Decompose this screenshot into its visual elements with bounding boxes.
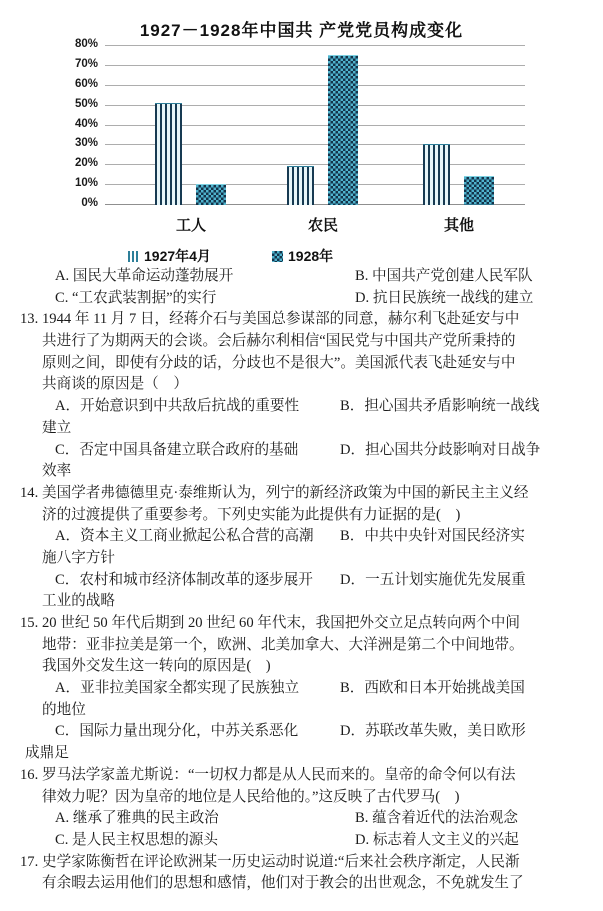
question-line [0,787,603,809]
question-stem: 地带：亚非拉美是第一个，欧洲、北美加拿大、大洋洲是第二个中间地带。 [42,636,524,653]
y-axis-tick: 40% [74,117,98,130]
option-row [0,808,603,830]
question-line [0,635,603,657]
question-stem: 原则之间，即使有分歧的话，分歧也不是很大”。美国派代表飞赴延安与中 [42,354,516,371]
option-continuation [0,418,603,440]
y-axis-tick: 80% [74,38,98,50]
bar-1927年4月-工人 [155,103,182,205]
question-14-start [0,483,603,505]
y-axis-tick: 0% [81,197,98,209]
question-line [0,374,603,396]
option-a: A. 继承了雅典的民主政治 [55,810,219,827]
question-stem: 美国学者弗德德里克·泰维斯认为，列宁的新经济政策为中国的新民主主义经 [42,484,529,501]
option-row [0,570,603,592]
question-number: 16. [20,766,39,783]
question-number: 17. [20,853,39,870]
legend-swatch-icon [128,251,139,262]
question-stem: 有余暇去运用他们的思想和感情，他们对于教会的出世观念，不免就发生了 [42,875,524,892]
option-c: C．农村和城市经济体制改革的逐步展开 [55,571,313,588]
question-stem: 罗马法学家盖尤斯说：“一切权力都是从人民而来的。皇帝的命令何以有法 [42,766,516,783]
chart-title: 1927－1928年中国共 产党党员构成变化 [139,21,464,40]
option-a: A．资本主义工商业掀起公私合营的高潮 [55,528,314,545]
option-b: B. 蕴含着近代的法治观念 [355,810,518,827]
option-c: C. “工农武装割据”的实行 [55,289,217,306]
option-d: D. 标志着人文主义的兴起 [355,831,519,848]
option-c: C. 是人民主权思想的源头 [55,831,218,848]
question-stem: 我国外交发生这一转向的原因是( ) [42,658,271,675]
option-d: D. 抗日民族统一战线的建立 [355,289,534,306]
question-stem: 20 世纪 50 年代后期到 20 世纪 60 年代末，我国把外交立足点转向两个中间 [42,615,520,631]
question-15-start [0,613,603,635]
question-line [0,353,603,375]
option-d-continuation: 工业的战略 [42,593,115,610]
option-b: B. 中国共产党创建人民军队 [355,268,533,284]
option-continuation [0,591,603,613]
option-a: A. 国民大革命运动蓬勃展开 [55,268,234,284]
party-composition-bar-chart [0,0,603,266]
option-continuation [0,700,603,722]
option-b: B．西欧和日本开始挑战美国 [340,680,525,697]
legend-label: 1927年4月 [144,248,211,264]
option-b: B．担心国共矛盾影响统一战线 [340,398,540,415]
question-number: 14. [20,484,39,501]
question-line [0,656,603,678]
option-d-continuation: 效率 [42,463,72,480]
question-stem: 共商谈的原因是（ ） [42,376,188,393]
question-stem: 史学家陈衡哲在评论欧洲某一历史运动时说道:“后来社会秩序渐定，人民渐 [42,853,520,870]
question-stem: 共进行了为期两天的会谈。会后赫尔利相信“国民党与中国共产党所秉持的 [42,333,516,350]
y-axis-tick: 10% [74,177,98,190]
y-axis-tick: 30% [74,137,98,150]
y-axis-tick: 70% [74,57,98,70]
legend-item [272,246,333,262]
gridline [105,85,525,86]
legend-label: 1928年 [288,248,334,264]
option-c: C．国际力量出现分化，中苏关系恶化 [55,723,299,740]
option-a: A．开始意识到中共敌后抗战的重要性 [55,398,300,415]
option-continuation [0,461,603,483]
option-d: D．担心国共分歧影响对日战争 [340,441,541,458]
option-c: C．否定中国具备建立联合政府的基础 [55,441,299,458]
option-row [0,526,603,548]
y-axis-tick: 50% [74,97,98,110]
question-13-start [0,309,603,331]
option-b-continuation: 的地位 [42,701,86,718]
option-b: B．中共中央针对国民经济实 [340,528,525,545]
question-text-block [0,266,603,895]
question-16-start [0,765,603,787]
question-line [0,331,603,353]
question-line [0,505,603,527]
question-stem: 律效力呢？因为皇帝的地位是人民给他的。”这反映了古代罗马( ) [42,788,460,805]
question-line [0,873,603,895]
option-row [0,440,603,462]
option-continuation [0,743,603,765]
option-row [0,721,603,743]
option-a: A．亚非拉美国家全都实现了民族独立 [55,680,300,697]
option-row [0,266,603,288]
question-number: 15. [20,615,39,631]
option-b-continuation: 建立 [42,419,72,436]
legend-swatch-icon [272,251,283,262]
bar-1928年-工人 [196,184,226,205]
chart-plot-area [105,46,525,205]
option-d: D．一五计划实施优先发展重 [340,571,526,588]
option-row [0,678,603,700]
legend-item [128,246,211,262]
y-axis-tick: 60% [74,77,98,90]
option-b-continuation: 施八字方针 [42,549,115,566]
option-d: D．苏联改革失败，美日欧形 [340,723,526,740]
question-number: 13. [20,311,39,328]
question-17-start [0,852,603,874]
x-axis-label: 农民 [307,217,338,234]
option-continuation [0,548,603,570]
bar-1927年4月-农民 [287,166,314,205]
option-row [0,396,603,418]
gridline [105,65,525,66]
question-stem: 济的过渡提供了重要参考。下列史实能为此提供有力证据的是( ) [42,506,461,523]
option-row [0,288,603,310]
question-stem: 1944 年 11 月 7 日，经蒋介石与美国总参谋部的同意，赫尔利飞赴延安与中 [42,311,520,328]
bar-1928年-农民 [328,55,358,205]
y-axis-tick: 20% [74,157,98,170]
x-axis-label: 工人 [175,217,206,234]
x-axis-label: 其他 [443,217,474,234]
gridline [105,45,525,46]
option-row [0,830,603,852]
option-d-continuation: 成鼎足 [25,745,69,762]
bar-1928年-其他 [464,176,494,205]
bar-1927年4月-其他 [423,144,450,205]
